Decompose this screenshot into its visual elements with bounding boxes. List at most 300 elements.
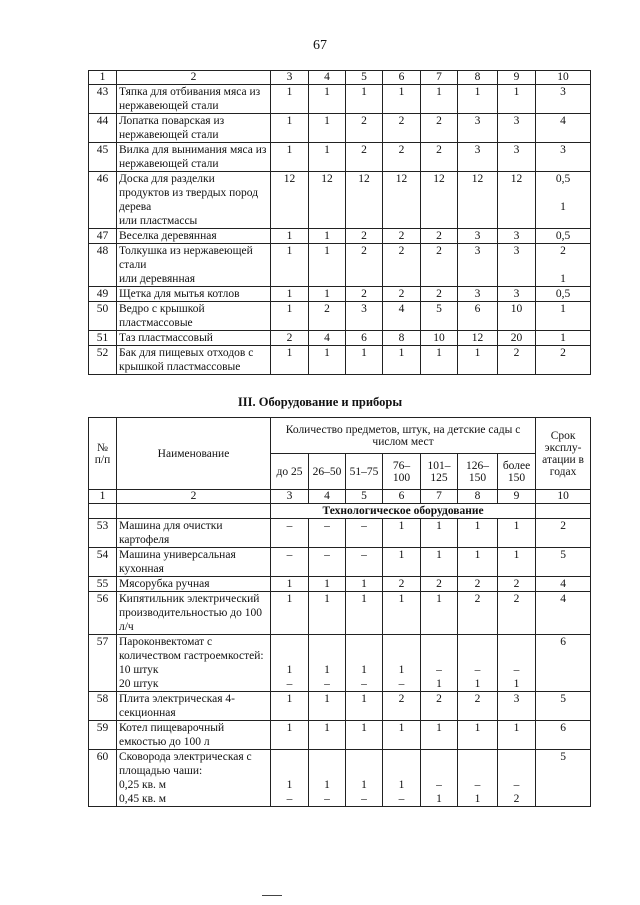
qty-cell: [536, 548, 591, 577]
qty-value: 1: [560, 303, 566, 315]
qty-value: 3: [513, 245, 520, 257]
utensils-table: [88, 70, 591, 375]
qty-cell: [458, 635, 498, 692]
item-name-text: Плита электрическая 4-секционная: [119, 693, 235, 719]
qty-cell: [421, 721, 458, 750]
qty-value: 1: [361, 693, 367, 705]
header-num: № п/п: [89, 418, 117, 490]
qty-value: 1: [286, 115, 293, 127]
qty-value: 1: [286, 303, 293, 315]
qty-value: 2: [513, 347, 520, 359]
item-name: [117, 331, 271, 346]
item-name-text: Сковорода электрическая с площадью чаши:: [119, 751, 252, 777]
qty-value: 2: [436, 288, 442, 300]
qty-value: 4: [560, 593, 566, 605]
item-name-text: Вилка для вынимания мяса из нержавеющей стали: [119, 144, 267, 170]
qty-value: 3: [361, 303, 367, 315]
qty-cell: [309, 346, 346, 375]
qty-value: 3: [474, 115, 481, 127]
item-name: [117, 592, 271, 635]
qty-cell: [458, 229, 498, 244]
qty-cell: [271, 172, 309, 229]
table-row: [89, 592, 591, 635]
qty-value: 3: [474, 230, 481, 242]
item-name-text: Бак для пищевых отходов с крышкой пластмассовые: [119, 347, 254, 373]
qty-cell: [536, 692, 591, 721]
qty-cell: [536, 750, 591, 807]
qty-value: –: [286, 549, 293, 561]
qty-cell: [309, 287, 346, 302]
qty-cell: [309, 172, 346, 229]
qty-cell: [536, 302, 591, 331]
qty-cell: [421, 548, 458, 577]
qty-value: 1: [398, 520, 405, 532]
header-life: Срок эксплу-атации в годах: [536, 418, 591, 490]
table-row: [89, 85, 591, 114]
column-number: 8: [458, 490, 498, 504]
qty-value: 1: [474, 347, 481, 359]
qty-cell: [346, 172, 383, 229]
qty-value: 12: [471, 173, 484, 185]
item-name-text: Лопатка поварская из нержавеющей стали: [119, 115, 225, 141]
qty-cell: [458, 548, 498, 577]
qty-cell: [421, 244, 458, 287]
qty-value: 1: [436, 678, 442, 690]
qty-cell: [271, 302, 309, 331]
qty-cell: [309, 519, 346, 548]
qty-value: 1: [324, 245, 330, 257]
qty-value: 1: [398, 722, 405, 734]
qty-cell: [536, 577, 591, 592]
column-number-row: [89, 71, 591, 85]
qty-cell: [271, 85, 309, 114]
qty-value: 0,5: [555, 173, 571, 185]
qty-cell: [309, 692, 346, 721]
item-name: [117, 577, 271, 592]
qty-cell: [498, 287, 536, 302]
qty-value: 1: [361, 593, 367, 605]
qty-cell: [458, 172, 498, 229]
qty-value: 2: [361, 144, 367, 156]
qty-cell: [458, 519, 498, 548]
item-name: [117, 143, 271, 172]
qty-value: 1: [286, 593, 293, 605]
qty-cell: [309, 302, 346, 331]
qty-value: 1: [286, 347, 293, 359]
qty-value: 4: [560, 578, 566, 590]
qty-cell: [346, 548, 383, 577]
qty-value: –: [398, 678, 405, 690]
qty-value: 4: [398, 303, 405, 315]
qty-cell: [498, 346, 536, 375]
column-number: 4: [309, 490, 346, 504]
header-capacity: 51–75: [346, 454, 383, 490]
item-name: [117, 302, 271, 331]
qty-cell: [536, 114, 591, 143]
qty-cell: [421, 346, 458, 375]
qty-value: 2: [361, 115, 367, 127]
qty-value: 2: [436, 578, 442, 590]
qty-cell: [421, 302, 458, 331]
item-variant-name: 0,25 кв. м: [119, 779, 167, 791]
header-capacity: 126–150: [458, 454, 498, 490]
qty-cell: [421, 692, 458, 721]
qty-cell: [498, 244, 536, 287]
qty-cell: [536, 721, 591, 750]
item-name: [117, 692, 271, 721]
qty-cell: [458, 114, 498, 143]
qty-cell: [309, 548, 346, 577]
table-row: [89, 143, 591, 172]
item-name: [117, 519, 271, 548]
qty-cell: [346, 635, 383, 692]
qty-cell: [271, 519, 309, 548]
table-row: [89, 577, 591, 592]
qty-value: 2: [560, 347, 566, 359]
qty-cell: [498, 592, 536, 635]
item-name: [117, 750, 271, 807]
header-name: Наименование: [117, 418, 271, 490]
table-row: [89, 287, 591, 302]
qty-cell: [383, 172, 421, 229]
qty-value: 1: [398, 347, 405, 359]
qty-value: 3: [560, 144, 566, 156]
qty-value: 1: [286, 288, 293, 300]
column-number: 10: [536, 71, 591, 85]
qty-value: 2: [398, 144, 405, 156]
header-qty: Количество предметов, штук, на детские сады с числом мест: [271, 418, 536, 454]
qty-value: 1: [286, 230, 293, 242]
item-name-text: Щетка для мытья котлов: [119, 288, 240, 300]
qty-cell: [309, 331, 346, 346]
qty-cell: [346, 244, 383, 287]
row-number: 49: [89, 287, 117, 302]
qty-value: –: [474, 664, 481, 676]
qty-value: 1: [436, 520, 442, 532]
qty-value: –: [286, 793, 293, 805]
qty-value-alt: 1: [560, 201, 566, 213]
qty-cell: [346, 114, 383, 143]
column-number: 8: [458, 71, 498, 85]
qty-value: 1: [436, 549, 442, 561]
qty-value: 12: [433, 173, 445, 185]
header-capacity: 101–125: [421, 454, 458, 490]
row-number: 44: [89, 114, 117, 143]
table-row: [89, 331, 591, 346]
qty-cell: [271, 244, 309, 287]
qty-cell: [383, 114, 421, 143]
qty-value: –: [361, 520, 367, 532]
column-number: 10: [536, 490, 591, 504]
qty-cell: [271, 331, 309, 346]
column-number: 5: [346, 71, 383, 85]
qty-value: 2: [324, 303, 330, 315]
qty-value: 1: [286, 86, 293, 98]
qty-value: 1: [324, 693, 330, 705]
qty-cell: [383, 331, 421, 346]
column-number: 1: [89, 71, 117, 85]
qty-cell: [498, 331, 536, 346]
qty-value: –: [324, 520, 330, 532]
qty-value: 1: [474, 722, 481, 734]
qty-value: 3: [513, 288, 520, 300]
qty-value: 10: [510, 303, 523, 315]
qty-cell: [271, 692, 309, 721]
qty-value: 2: [436, 144, 442, 156]
qty-value: 1: [324, 722, 330, 734]
column-number: 7: [421, 71, 458, 85]
column-number: 6: [383, 490, 421, 504]
qty-value: 1: [324, 779, 330, 791]
qty-value: 2: [560, 520, 566, 532]
row-number: 59: [89, 721, 117, 750]
qty-value: 1: [286, 144, 293, 156]
item-name-text: Котел пищеварочный емкостью до 100 л: [119, 722, 225, 748]
qty-value: 1: [560, 332, 566, 344]
qty-value: 2: [361, 288, 367, 300]
table-row: [89, 548, 591, 577]
qty-value: 2: [361, 245, 367, 257]
row-number: 54: [89, 548, 117, 577]
qty-cell: [498, 750, 536, 807]
qty-cell: [421, 577, 458, 592]
qty-cell: [458, 346, 498, 375]
qty-cell: [271, 750, 309, 807]
row-number: 56: [89, 592, 117, 635]
qty-value: 1: [286, 664, 293, 676]
qty-cell: [346, 592, 383, 635]
qty-value: 12: [321, 173, 333, 185]
row-number: 51: [89, 331, 117, 346]
qty-value: 2: [436, 245, 442, 257]
section-title: III. Оборудование и приборы: [237, 395, 403, 409]
qty-cell: [271, 346, 309, 375]
qty-cell: [309, 244, 346, 287]
qty-cell: [421, 229, 458, 244]
qty-cell: [309, 143, 346, 172]
qty-value: 1: [361, 779, 367, 791]
qty-value: 5: [436, 303, 442, 315]
column-number: 4: [309, 71, 346, 85]
qty-cell: [383, 692, 421, 721]
item-name-text: Веселка деревянная: [119, 230, 217, 242]
qty-value: –: [513, 664, 520, 676]
row-number: 45: [89, 143, 117, 172]
qty-value: 1: [286, 779, 293, 791]
row-number: 50: [89, 302, 117, 331]
qty-value: 12: [358, 173, 370, 185]
qty-value: 2: [286, 332, 293, 344]
qty-cell: [536, 635, 591, 692]
qty-value: 12: [283, 173, 296, 185]
qty-value: 1: [474, 86, 481, 98]
qty-value: 1: [436, 347, 442, 359]
item-name: [117, 229, 271, 244]
qty-value: 1: [361, 578, 367, 590]
qty-value: 2: [474, 578, 481, 590]
qty-cell: [346, 692, 383, 721]
qty-value: 3: [513, 115, 520, 127]
qty-cell: [421, 519, 458, 548]
qty-value: –: [474, 779, 481, 791]
page-number: 67: [313, 38, 327, 53]
qty-value: 1: [286, 245, 293, 257]
qty-cell: [346, 85, 383, 114]
qty-cell: [346, 750, 383, 807]
qty-value: 1: [324, 144, 330, 156]
qty-value: –: [324, 678, 330, 690]
qty-cell: [383, 287, 421, 302]
qty-cell: [458, 143, 498, 172]
item-name-alt: или пластмассы: [119, 215, 198, 227]
table-row: [89, 302, 591, 331]
scan-mark: [262, 895, 282, 904]
item-name: [117, 244, 271, 287]
qty-cell: [421, 750, 458, 807]
qty-value: 12: [395, 173, 408, 185]
item-name-alt: или деревянная: [119, 273, 196, 285]
qty-value: –: [286, 678, 293, 690]
item-name-text: Таз пластмассовый: [119, 332, 213, 344]
qty-value: 1: [324, 664, 330, 676]
qty-cell: [271, 229, 309, 244]
qty-cell: [498, 85, 536, 114]
qty-cell: [458, 302, 498, 331]
qty-cell: [383, 143, 421, 172]
qty-cell: [421, 331, 458, 346]
qty-value: –: [398, 793, 405, 805]
qty-value: 1: [513, 678, 520, 690]
table-row: [89, 635, 591, 692]
qty-cell: [498, 143, 536, 172]
table-row: [89, 346, 591, 375]
qty-cell: [421, 85, 458, 114]
item-name-text: Кипятильник электрический производительностью до 100 л/ч: [119, 593, 262, 633]
qty-value: 1: [324, 593, 330, 605]
qty-cell: [271, 114, 309, 143]
qty-value: 1: [436, 593, 442, 605]
qty-value: 3: [474, 144, 481, 156]
qty-value: 1: [324, 347, 330, 359]
qty-value: 3: [513, 144, 520, 156]
qty-cell: [458, 331, 498, 346]
qty-value: 2: [398, 115, 405, 127]
qty-value: 8: [398, 332, 405, 344]
qty-value: 5: [560, 693, 566, 705]
qty-value: 1: [513, 722, 520, 734]
qty-cell: [458, 721, 498, 750]
qty-cell: [458, 244, 498, 287]
qty-value: 1: [361, 664, 367, 676]
equipment-table: [88, 417, 591, 807]
qty-value: 3: [560, 86, 566, 98]
header-capacity: до 25: [271, 454, 309, 490]
table-cell: [536, 504, 591, 519]
item-name-text: Мясорубка ручная: [119, 578, 210, 590]
item-name: [117, 635, 271, 692]
qty-value: 2: [398, 245, 405, 257]
qty-value: 6: [560, 722, 566, 734]
row-number: 57: [89, 635, 117, 692]
qty-cell: [383, 229, 421, 244]
qty-value: 1: [436, 722, 442, 734]
column-number: 6: [383, 71, 421, 85]
qty-cell: [458, 692, 498, 721]
qty-value: 2: [398, 693, 405, 705]
table-row: [89, 519, 591, 548]
item-name: [117, 287, 271, 302]
item-name: [117, 114, 271, 143]
qty-cell: [536, 85, 591, 114]
qty-value: 20: [510, 332, 523, 344]
item-name: [117, 172, 271, 229]
qty-value: 6: [361, 332, 367, 344]
qty-value: 2: [513, 578, 520, 590]
qty-cell: [498, 229, 536, 244]
qty-cell: [536, 519, 591, 548]
qty-cell: [346, 331, 383, 346]
qty-value: 2: [436, 693, 442, 705]
item-name: [117, 85, 271, 114]
table-row: [89, 114, 591, 143]
qty-value: 1: [474, 520, 481, 532]
qty-value: 6: [560, 636, 566, 648]
qty-value: –: [436, 664, 442, 676]
item-name-text: Машина универсальная кухонная: [119, 549, 236, 575]
qty-value: 1: [398, 664, 405, 676]
item-name-text: Тяпка для отбивания мяса из нержавеющей стали: [119, 86, 261, 112]
qty-cell: [271, 143, 309, 172]
qty-value: 2: [436, 230, 442, 242]
qty-value: –: [436, 779, 442, 791]
item-variant-name: 0,45 кв. м: [119, 793, 167, 805]
item-variant-name: 10 штук: [119, 664, 159, 676]
item-name-text: Пароконвектомат с количеством гастроемкостей:: [119, 636, 264, 662]
qty-value: 5: [560, 549, 566, 561]
column-number: 7: [421, 490, 458, 504]
qty-cell: [421, 143, 458, 172]
row-number: 48: [89, 244, 117, 287]
qty-cell: [271, 548, 309, 577]
qty-value: –: [361, 678, 367, 690]
qty-cell: [271, 635, 309, 692]
column-number: 3: [271, 490, 309, 504]
row-number: 58: [89, 692, 117, 721]
qty-cell: [309, 750, 346, 807]
column-number-row: [89, 490, 591, 504]
qty-value: 2: [436, 115, 442, 127]
qty-value: –: [513, 779, 520, 791]
qty-value: 1: [513, 520, 520, 532]
qty-value: 1: [436, 86, 442, 98]
qty-cell: [383, 548, 421, 577]
qty-cell: [458, 592, 498, 635]
qty-value: 1: [513, 86, 520, 98]
qty-cell: [346, 287, 383, 302]
qty-cell: [536, 287, 591, 302]
qty-cell: [536, 143, 591, 172]
qty-cell: [309, 592, 346, 635]
row-number: 43: [89, 85, 117, 114]
row-number: 55: [89, 577, 117, 592]
qty-cell: [346, 229, 383, 244]
table-row: [89, 172, 591, 229]
qty-cell: [383, 519, 421, 548]
qty-value: 1: [398, 593, 405, 605]
qty-cell: [383, 635, 421, 692]
table-row: [89, 721, 591, 750]
qty-cell: [421, 172, 458, 229]
